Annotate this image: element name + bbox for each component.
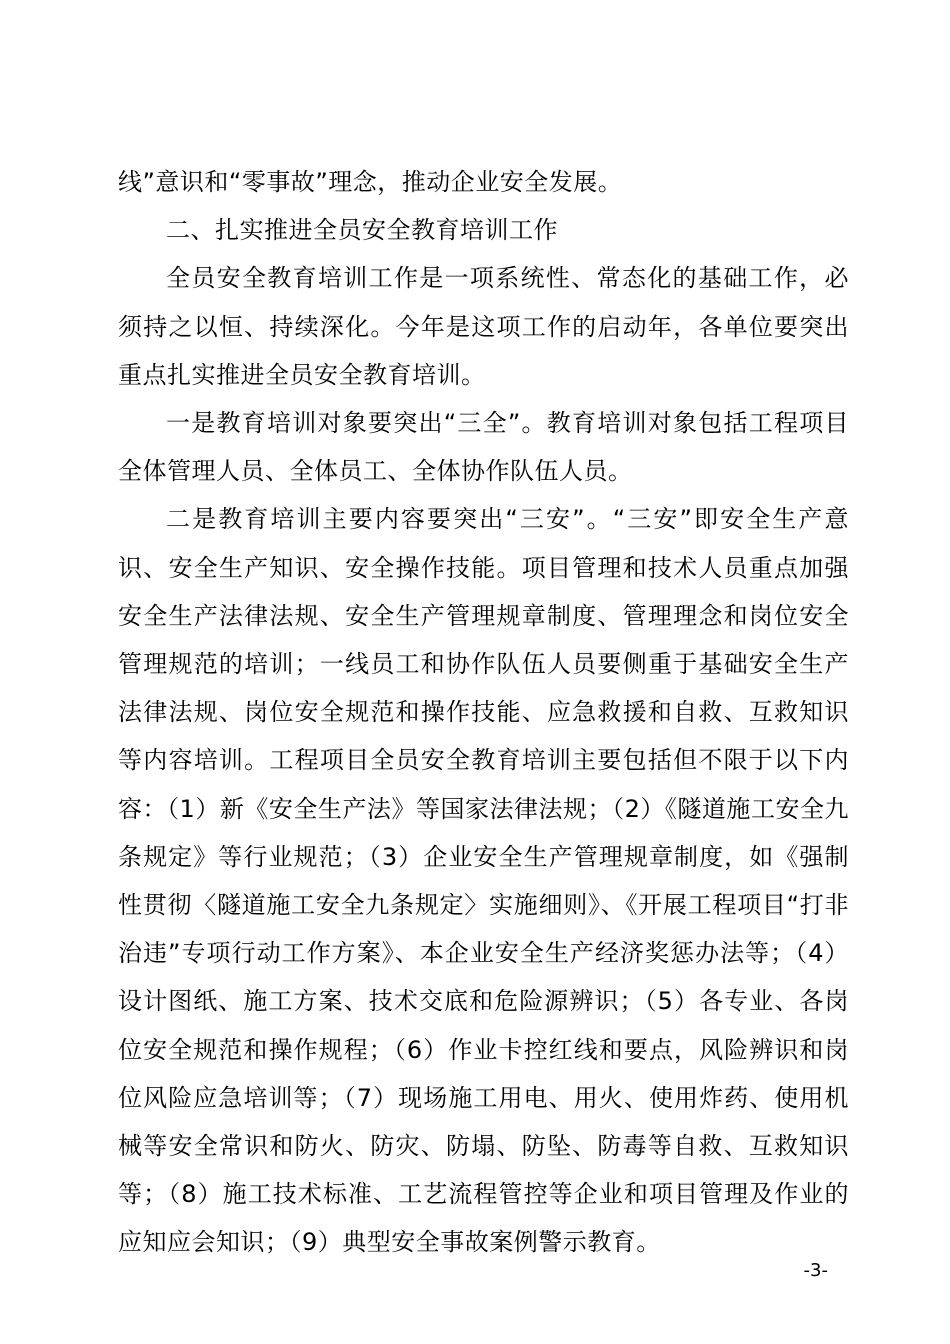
paragraph-intro: 全员安全教育培训工作是一项系统性、常态化的基础工作，必须持之以恒、持续深化。今年是这项工作的启动年，各单位要突出重点扎实推进全员安全教育培训。 — [118, 264, 849, 389]
paragraph-point-one: 一是教育培训对象要突出“三全”。教育培训对象包括工程项目全体管理人员、全体员工、全体协作队伍人员。 — [118, 409, 849, 486]
paragraph-continuation: 线”意识和“零事故”理念，推动企业安全发展。 — [118, 168, 623, 196]
body-text — [118, 158, 849, 1267]
paragraph-point-two: 二是教育培训主要内容要突出“三安”。“三安”即安全生产意识、安全生产知识、安全操作技能。项目管理和技术人员重点加强安全生产法律法规、安全生产管理规章制度、管理理念和岗位安全管理规范的培训；一线员工和协作队伍人员要侧重于基础安全生产法律法规、岗位安全规范和操作技能、应急救援和自救、互救知识等内容培训。工程项目全员安全教育培训主要包括但不限于以下内容：（1）新《安全生产法》等国家法律法规；（2）《隧道施工安全九条规定》等行业规范；（3）企业安全生产管理规章制度，如《强制性贯彻〈隧道施工安全九条规定〉实施细则》、《开展工程项目“打非治违”专项行动工作方案》、本企业安全生产经济奖惩办法等；（4）设计图纸、施工方案、技术交底和危险源辨识；（5）各专业、各岗位安全规范和操作规程；（6）作业卡控红线和要点，风险辨识和岗位风险应急培训等；（7）现场施工用电、用火、使用炸药、使用机械等安全常识和防火、防灾、防塌、防坠、防毒等自救、互救知识等；（8）施工技术标准、工艺流程管控等企业和项目管理及作业的应知应会知识；（9）典型安全事故案例警示教育。 — [118, 505, 849, 1257]
page-number: -3- — [803, 1260, 828, 1281]
section-heading: 二、扎实推进全员安全教育培训工作 — [166, 216, 558, 245]
